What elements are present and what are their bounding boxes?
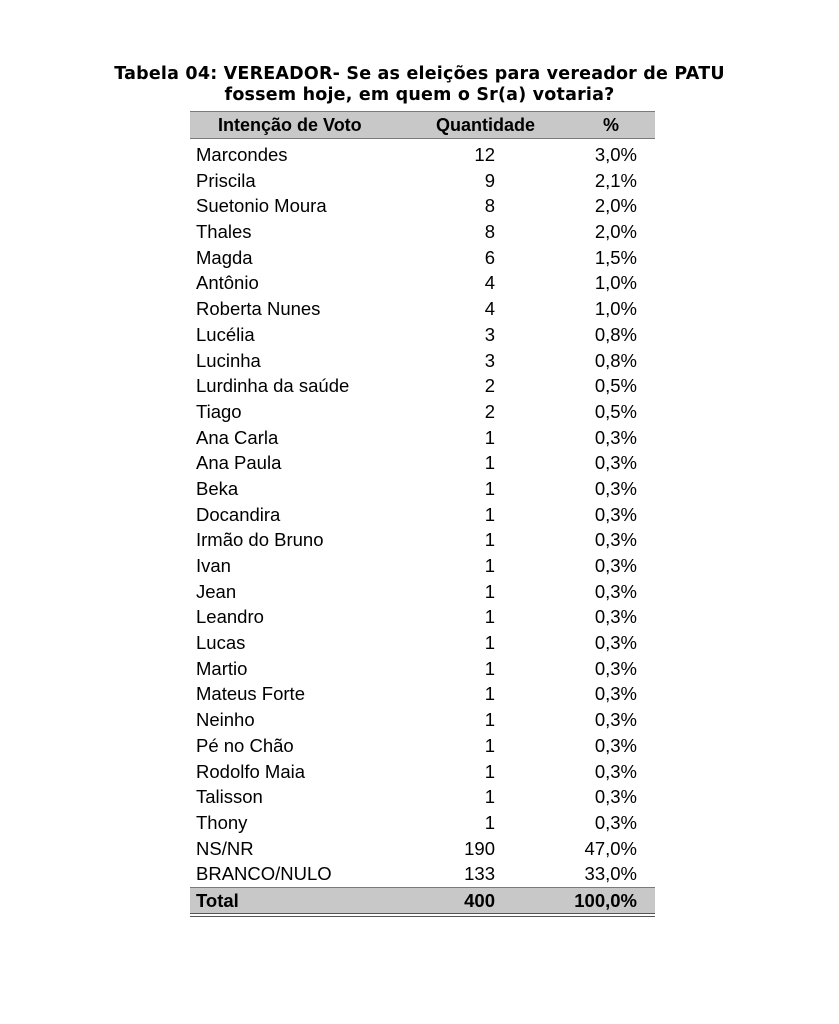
vote-quantity: 190 <box>464 837 495 859</box>
vote-quantity: 8 <box>484 195 496 217</box>
total-label: Total <box>196 889 239 911</box>
vote-percent: 0,5% <box>594 375 637 397</box>
candidate-name: Beka <box>196 477 239 499</box>
candidate-name: Priscila <box>196 169 256 191</box>
table-row <box>190 810 655 836</box>
vote-percent: 0,8% <box>594 323 637 345</box>
vote-percent: 47,0% <box>584 837 637 859</box>
vote-quantity: 1 <box>484 734 496 756</box>
vote-quantity: 1 <box>484 503 496 525</box>
table-row <box>190 527 655 553</box>
candidate-name: NS/NR <box>196 837 254 859</box>
vote-quantity: 3 <box>484 349 496 371</box>
candidate-name: Tiago <box>196 400 242 422</box>
vote-quantity: 1 <box>484 811 496 833</box>
table-row <box>190 836 655 862</box>
table-row <box>190 425 655 451</box>
candidate-name: Pé no Chão <box>196 734 294 756</box>
vote-percent: 33,0% <box>584 863 637 885</box>
candidate-name: Mateus Forte <box>196 683 305 705</box>
header-quantity: Quantidade <box>436 115 536 135</box>
candidate-name: Docandira <box>196 503 281 525</box>
vote-quantity: 1 <box>484 657 496 679</box>
candidate-name: Thony <box>196 811 248 833</box>
vote-percent: 2,1% <box>594 169 637 191</box>
vote-percent: 0,3% <box>594 555 637 576</box>
table-title-line-1: Tabela 04: VEREADOR- Se as eleições para vereador de PATU <box>114 64 725 84</box>
table-row <box>190 861 655 887</box>
total-double-underline <box>190 916 655 917</box>
table-row <box>190 553 655 579</box>
candidate-name: Talisson <box>196 786 263 808</box>
table-row <box>190 604 655 630</box>
table-row <box>190 399 655 425</box>
table-row <box>190 579 655 605</box>
vote-percent: 0,3% <box>594 786 637 808</box>
vote-quantity: 1 <box>484 452 496 474</box>
candidate-name: Roberta Nunes <box>196 298 321 320</box>
vote-quantity: 1 <box>484 760 496 782</box>
candidate-name: Rodolfo Maia <box>196 760 306 782</box>
table-row <box>190 656 655 682</box>
vote-quantity: 2 <box>484 375 496 397</box>
candidate-name: Ivan <box>196 555 231 576</box>
table-row <box>190 245 655 271</box>
table-title <box>0 64 839 106</box>
table-row <box>190 707 655 733</box>
vote-percent: 0,3% <box>594 529 637 551</box>
candidate-name: Ana Paula <box>196 452 282 474</box>
table-total-row <box>190 887 655 914</box>
table-row <box>190 219 655 245</box>
vote-percent: 1,0% <box>594 298 637 320</box>
vote-quantity: 1 <box>484 709 496 731</box>
candidate-name: Lurdinha da saúde <box>196 375 350 397</box>
vote-quantity: 4 <box>484 272 496 294</box>
vote-percent: 0,3% <box>594 426 637 448</box>
vote-percent: 0,5% <box>594 400 637 422</box>
vote-quantity: 1 <box>484 426 496 448</box>
vote-percent: 0,3% <box>594 632 637 654</box>
vote-percent: 0,3% <box>594 452 637 474</box>
vote-intention-table <box>190 111 655 917</box>
table-row <box>190 630 655 656</box>
candidate-name: Martio <box>196 657 248 679</box>
table-header-row <box>190 111 655 139</box>
vote-quantity: 6 <box>484 246 496 268</box>
table-row <box>190 759 655 785</box>
vote-quantity: 9 <box>484 169 496 191</box>
vote-percent: 3,0% <box>594 144 637 165</box>
candidate-name: Lucélia <box>196 323 255 345</box>
candidate-name: Thales <box>196 221 252 243</box>
table-row <box>190 322 655 348</box>
candidate-name: Marcondes <box>196 144 288 165</box>
header-percent: % <box>603 115 620 135</box>
vote-percent: 0,3% <box>594 734 637 756</box>
table-row <box>190 450 655 476</box>
vote-quantity: 12 <box>474 144 496 165</box>
table-row <box>190 142 655 168</box>
table-row <box>190 476 655 502</box>
header-vote-intention: Intenção de Voto <box>218 115 362 135</box>
candidate-name: Neinho <box>196 709 255 731</box>
candidate-name: Antônio <box>196 272 259 294</box>
vote-quantity: 2 <box>484 400 496 422</box>
vote-quantity: 4 <box>484 298 496 320</box>
table-row <box>190 733 655 759</box>
candidate-name: Irmão do Bruno <box>196 529 324 551</box>
vote-percent: 0,3% <box>594 606 637 628</box>
table-row <box>190 270 655 296</box>
vote-percent: 0,3% <box>594 760 637 782</box>
vote-percent: 1,5% <box>594 246 637 268</box>
vote-percent: 0,3% <box>594 683 637 705</box>
vote-quantity: 1 <box>484 786 496 808</box>
vote-quantity: 1 <box>484 632 496 654</box>
vote-quantity: 1 <box>484 580 496 602</box>
vote-percent: 2,0% <box>594 221 637 243</box>
total-quantity: 400 <box>464 889 495 911</box>
vote-quantity: 3 <box>484 323 496 345</box>
vote-quantity: 133 <box>464 863 495 885</box>
candidate-name: Ana Carla <box>196 426 279 448</box>
total-percent: 100,0% <box>574 889 637 911</box>
table-row <box>190 193 655 219</box>
vote-quantity: 8 <box>484 221 496 243</box>
vote-percent: 0,3% <box>594 580 637 602</box>
table-row <box>190 373 655 399</box>
table-title-line-2: fossem hoje, em quem o Sr(a) votaria? <box>224 85 615 105</box>
vote-percent: 0,8% <box>594 349 637 371</box>
vote-percent: 0,3% <box>594 811 637 833</box>
table-row <box>190 296 655 322</box>
table-row <box>190 168 655 194</box>
candidate-name: BRANCO/NULO <box>196 863 332 885</box>
vote-percent: 0,3% <box>594 709 637 731</box>
vote-percent: 1,0% <box>594 272 637 294</box>
table-row <box>190 681 655 707</box>
vote-quantity: 1 <box>484 529 496 551</box>
table-row <box>190 348 655 374</box>
vote-quantity: 1 <box>484 555 496 576</box>
vote-quantity: 1 <box>484 477 496 499</box>
vote-percent: 0,3% <box>594 657 637 679</box>
vote-percent: 0,3% <box>594 477 637 499</box>
vote-percent: 0,3% <box>594 503 637 525</box>
table-body <box>190 139 655 887</box>
vote-percent: 2,0% <box>594 195 637 217</box>
candidate-name: Lucinha <box>196 349 261 371</box>
candidate-name: Suetonio Moura <box>196 195 327 217</box>
table-row <box>190 784 655 810</box>
candidate-name: Magda <box>196 246 253 268</box>
candidate-name: Leandro <box>196 606 264 628</box>
vote-quantity: 1 <box>484 606 496 628</box>
candidate-name: Lucas <box>196 632 246 654</box>
table-row <box>190 502 655 528</box>
candidate-name: Jean <box>196 580 237 602</box>
vote-quantity: 1 <box>484 683 496 705</box>
